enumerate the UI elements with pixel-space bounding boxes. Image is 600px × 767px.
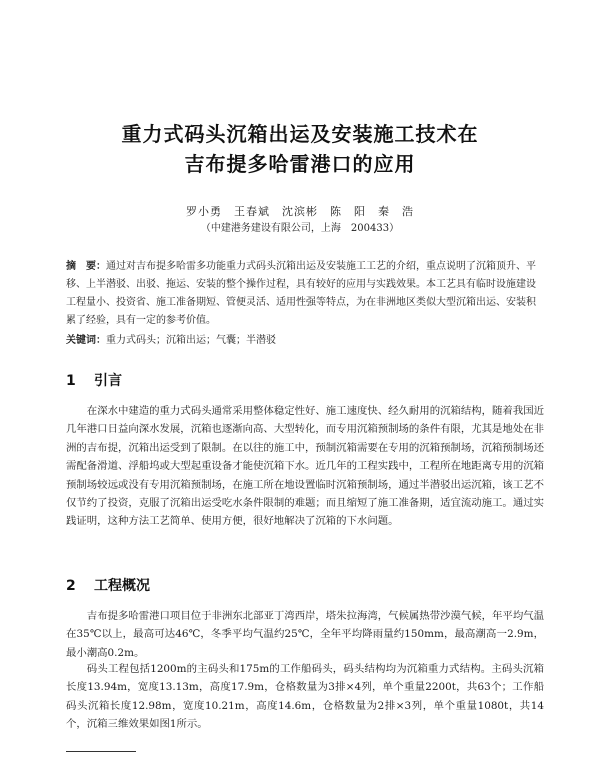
keywords bbox=[66, 331, 536, 346]
affiliation: （中建港务建设有限公司，上海 200433） bbox=[200, 223, 400, 234]
keywords-text: 重力式码头；沉箱出运；气囊；半潜驳 bbox=[106, 335, 276, 346]
authors: 罗小勇 王春斌 沈滨彬 陈 阳 秦 浩 bbox=[186, 205, 414, 218]
section-1-title: 引言 bbox=[94, 373, 122, 389]
section-2-title: 工程概况 bbox=[94, 578, 150, 594]
section-1-paragraph: 在深水中建造的重力式码头通常采用整体稳定性好、施工速度快、经久耐用的沉箱结构，随着我国近几年港口日益向深水发展，沉箱也逐渐向高、大型转化，而专用沉箱预制场的条件有限，尤其是地处在非洲的吉布提，沉箱出运受到了限制。在以往的施工中，预制沉箱需要在专用的沉箱预制场，沉箱预制场还需配备滑道、浮船坞或大型起重设备才能使沉箱下水。近几年的工程实践中，工程所在地距离专用的沉箱预制场较远或没有专用沉箱预制场，在施工所在地设置临时沉箱预制场，通过半潜驳出运沉箱，该工艺不仅节约了投资，克服了沉箱出运受吃水条件限制的难题；而且缩短了施工准备期，适宜流动施工。通过实践证明，这种方法工艺简单、使用方便，很好地解决了沉箱的下水问题。 bbox=[66, 405, 544, 528]
section-2-heading bbox=[66, 575, 150, 595]
abstract-text: 通过对吉布提多哈雷多功能重力式码头沉箱出运及安装施工工艺的介绍，重点说明了沉箱顶升、平移、上半潜驳、出驳、拖运、安装的整个操作过程，具有较好的应用与实践效果。本工艺具有临时设施建设工程量小、投资省、施工准备期短、管便灵活、适用性强等特点，为在非洲地区类似大型沉箱出运、安装积累了经验，具有一定的参考价值。 bbox=[66, 261, 536, 326]
abstract bbox=[66, 258, 536, 330]
section-2-number: 2 bbox=[66, 578, 76, 594]
abstract-label: 摘 要： bbox=[66, 261, 106, 272]
footnote-divider bbox=[66, 751, 136, 752]
paper-title-line1: 重力式码头沉箱出运及安装施工技术在 bbox=[121, 122, 479, 146]
section-1-number: 1 bbox=[66, 373, 76, 389]
keywords-label: 关键词： bbox=[66, 335, 106, 346]
paper-title-line2: 吉布提多哈雷港口的应用 bbox=[184, 152, 416, 176]
section-2-paragraph-2: 码头工程包括1200m的主码头和175m的工作船码头，码头结构均为沉箱重力式结构。主码头沉箱长度13.94m，宽度13.13m，高度17.9m，仓格数量为3排×4列，单个重量2200t，共63个；工作船码头沉箱长度12.98m，宽度10.21m，高度14.6m，仓格数量为2排×3列，单个重量1080t，共14个，沉箱三维效果如图1所示。 bbox=[66, 663, 544, 731]
section-1-heading bbox=[66, 370, 122, 390]
section-2-paragraph-1: 吉布提多哈雷港口项目位于非洲东北部亚丁湾西岸，塔朱拉海湾，气候属热带沙漠气候，年平均气温在35℃以上，最高可达46℃，冬季平均气温约25℃，全年平均降雨量约150mm，最高潮高一2.9m，最小潮高0.2m。 bbox=[66, 610, 544, 659]
